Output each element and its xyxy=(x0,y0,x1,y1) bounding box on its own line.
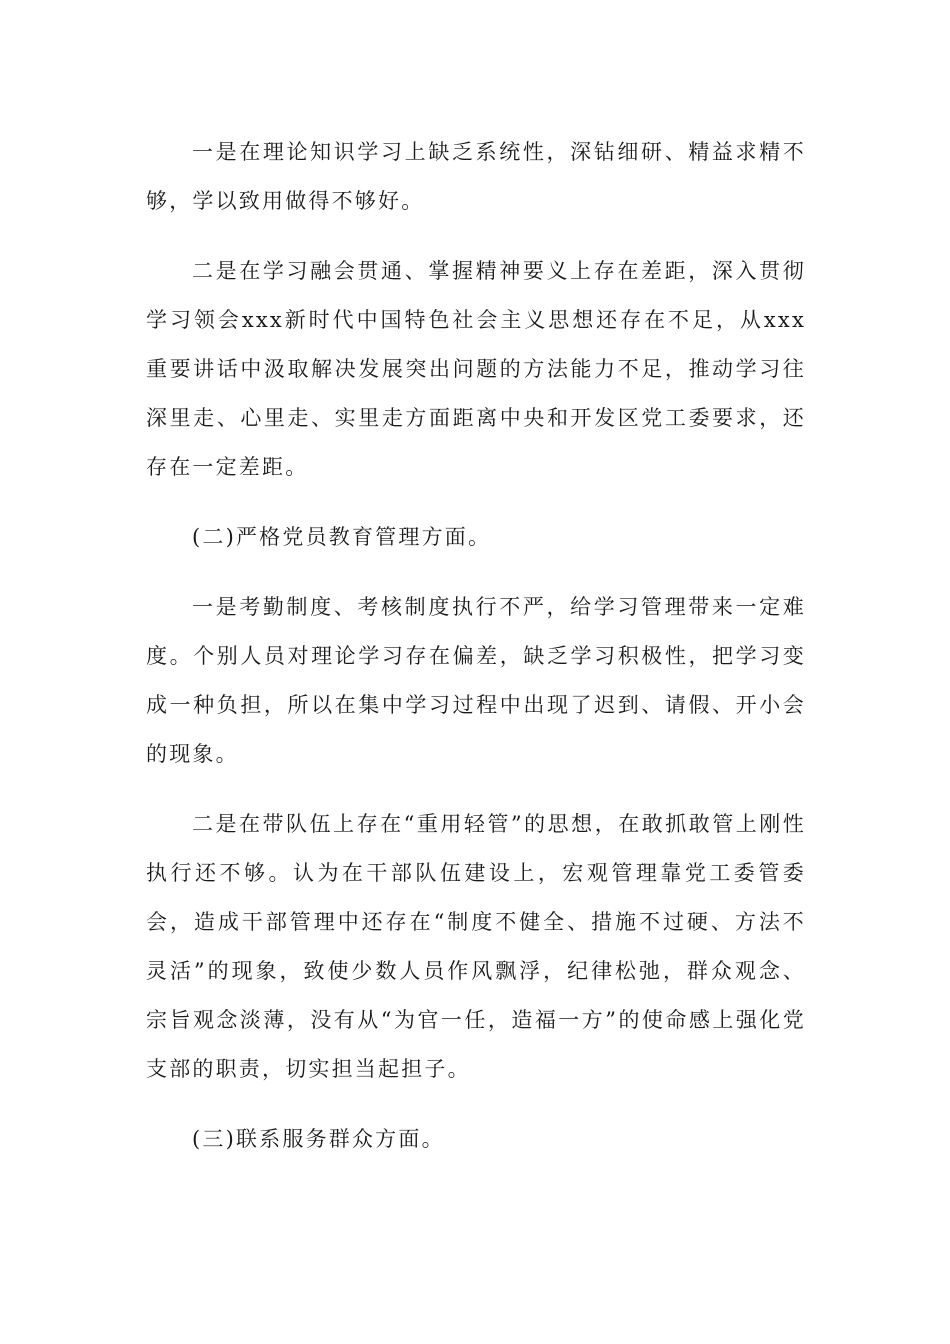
paragraph-integration-gap: 二是在学习融会贯通、掌握精神要义上存在差距，深入贯彻学习领会xxx新时代中国特色社会主义思想还存在不足，从xxx重要讲话中汲取解决发展突出问题的方法能力不足，推动学习往深里走、心里走、实里走方面距离中央和开发区党工委要求，还存在一定差距。 xyxy=(146,259,806,479)
document-body xyxy=(146,128,806,1185)
section-heading-serving-masses: (三)联系服务群众方面。 xyxy=(192,1127,445,1151)
paragraph-theory-study: 一是在理论知识学习上缺乏系统性，深钻细研、精益求精不够，学以致用做得不够好。 xyxy=(146,140,806,213)
paragraph-team-management: 二是在带队伍上存在“重用轻管”的思想，在敢抓敢管上刚性执行还不够。认为在干部队伍建设上，宏观管理靠党工委管委会，造成干部管理中还存在“制度不健全、措施不过硬、方法不灵活”的现象，致使少数人员作风飘浮，纪律松弛，群众观念、宗旨观念淡薄，没有从“为官一任，造福一方”的使命感上强化党支部的职责，切实担当起担子。 xyxy=(146,812,806,1081)
section-heading-party-member-management: (二)严格党员教育管理方面。 xyxy=(192,525,492,549)
paragraph-attendance-system: 一是考勤制度、考核制度执行不严，给学习管理带来一定难度。个别人员对理论学习存在偏差，缺乏学习积极性，把学习变成一种负担，所以在集中学习过程中出现了迟到、请假、开小会的现象。 xyxy=(146,595,806,766)
